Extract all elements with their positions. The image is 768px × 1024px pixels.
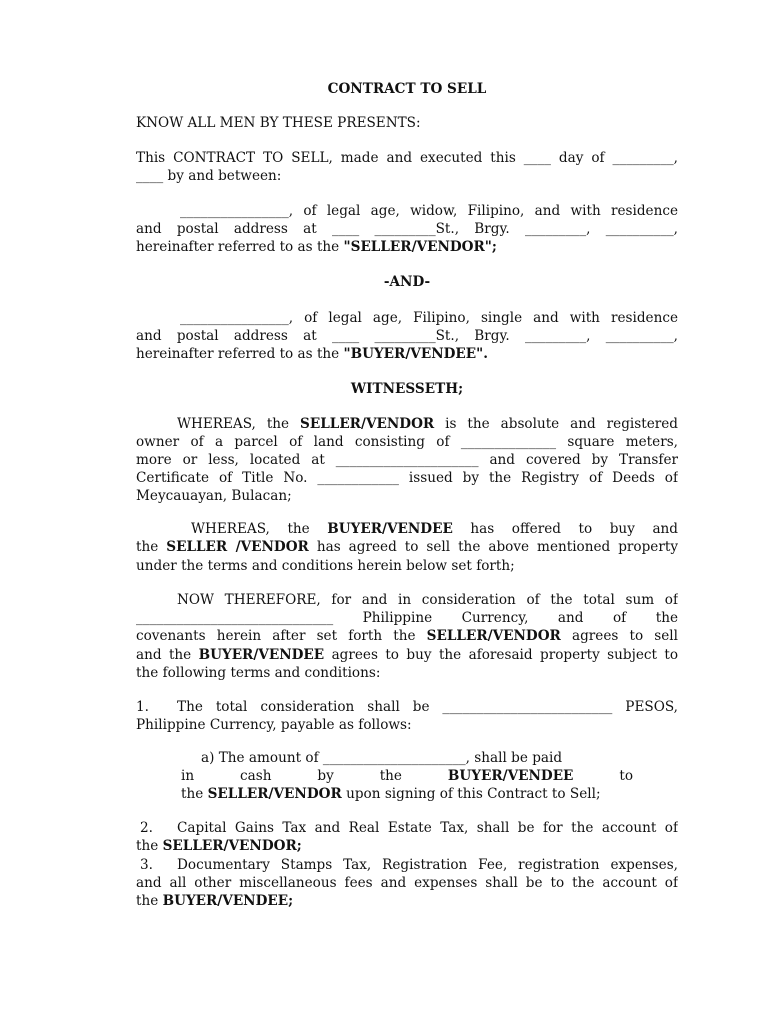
clause-2-line-2: the SELLER/VENDOR; (136, 838, 302, 854)
clause-1-line-2: Philippine Currency, payable as follows: (136, 717, 412, 733)
buyer-line-2: and postal address at ____ _________St., Brgy. _________, __________, (136, 328, 678, 344)
whereas-1-paragraph (136, 415, 678, 505)
whereas-1-line-4: Certificate of Title No. ____________ issued by the Registry of Deeds of (136, 470, 678, 486)
clause-3-number: 3. (140, 857, 153, 873)
now-therefore-line-3: covenants herein after set forth the SELLER/VENDOR agrees to sell (136, 628, 678, 644)
clause-3-line-1: 3. Documentary Stamps Tax, Registration Fee, registration expenses, (140, 857, 678, 873)
opening-line-1: This CONTRACT TO SELL, made and executed this ____ day of _________, (136, 150, 678, 166)
seller-line-1: ________________, of legal age, widow, Filipino, and with residence (180, 203, 678, 219)
whereas-1-line-3: more or less, located at _____________________ and covered by Transfer (136, 452, 678, 468)
clause-1-number: 1. (136, 699, 149, 715)
opening-line-2: ____ by and between: (136, 168, 282, 184)
clause-2-number: 2. (140, 820, 153, 836)
opening-paragraph (136, 149, 678, 185)
seller-line-3: hereinafter referred to as the "SELLER/VENDOR"; (136, 239, 497, 255)
buyer-party-paragraph (136, 309, 678, 363)
buyer-line-1: ________________, of legal age, Filipino, single and with residence (180, 310, 678, 326)
buyer-line-3: hereinafter referred to as the "BUYER/VENDEE". (136, 346, 488, 362)
whereas-2-line-1: WHEREAS, the BUYER/VENDEE has offered to buy and (191, 521, 678, 537)
clause-1a-line-2: in cash by the BUYER/VENDEE to (181, 768, 633, 784)
now-therefore-line-4: and the BUYER/VENDEE agrees to buy the aforesaid property subject to (136, 647, 678, 663)
seller-party-paragraph (136, 202, 678, 256)
now-therefore-paragraph (136, 591, 678, 682)
whereas-2-paragraph (136, 520, 678, 575)
title-text: CONTRACT TO SELL (327, 81, 487, 97)
now-therefore-line-5: the following terms and conditions: (136, 665, 381, 681)
clause-3-line-2: and all other miscellaneous fees and expenses shall be to the account of (136, 875, 678, 891)
seller-designation: "SELLER/VENDOR"; (343, 239, 497, 255)
intro-text: KNOW ALL MEN BY THESE PRESENTS: (136, 115, 421, 131)
intro-paragraph (136, 114, 678, 132)
clause-1 (136, 698, 678, 734)
clause-2-line-1: 2. Capital Gains Tax and Real Estate Tax, shall be for the account of (140, 820, 678, 836)
clause-3-line-3: the BUYER/VENDEE; (136, 893, 294, 909)
clause-1-sub-a (181, 749, 633, 803)
document-title (136, 80, 678, 98)
whereas-1-line-2: owner of a parcel of land consisting of ______________ square meters, (136, 434, 678, 450)
whereas-1-line-5: Meycauayan, Bulacan; (136, 488, 292, 504)
seller-line-2: and postal address at ____ _________St., Brgy. _________, __________, (136, 221, 678, 237)
clause-2 (136, 819, 678, 855)
clause-1a-line-3: the SELLER/VENDOR upon signing of this Contract to Sell; (181, 786, 601, 802)
clause-1-line-1: 1. The total consideration shall be _________________________ PESOS, (136, 699, 678, 715)
whereas-2-line-2: the SELLER /VENDOR has agreed to sell the above mentioned property (136, 539, 678, 555)
clause-3 (136, 856, 678, 910)
now-therefore-line-1: NOW THEREFORE, for and in consideration of the total sum of (177, 592, 678, 608)
and-separator: -AND- (383, 274, 431, 290)
now-therefore-line-2: _____________________________ Philippine Currency, and of the (136, 610, 678, 626)
whereas-1-line-1: WHEREAS, the SELLER/VENDOR is the absolute and registered (177, 416, 678, 432)
buyer-designation: "BUYER/VENDEE". (343, 346, 488, 362)
whereas-2-line-3: under the terms and conditions herein below set forth; (136, 558, 515, 574)
witnesseth-heading: WITNESSETH; (350, 381, 464, 397)
clause-1a-line-1: a) The amount of _____________________, shall be paid (201, 750, 563, 766)
